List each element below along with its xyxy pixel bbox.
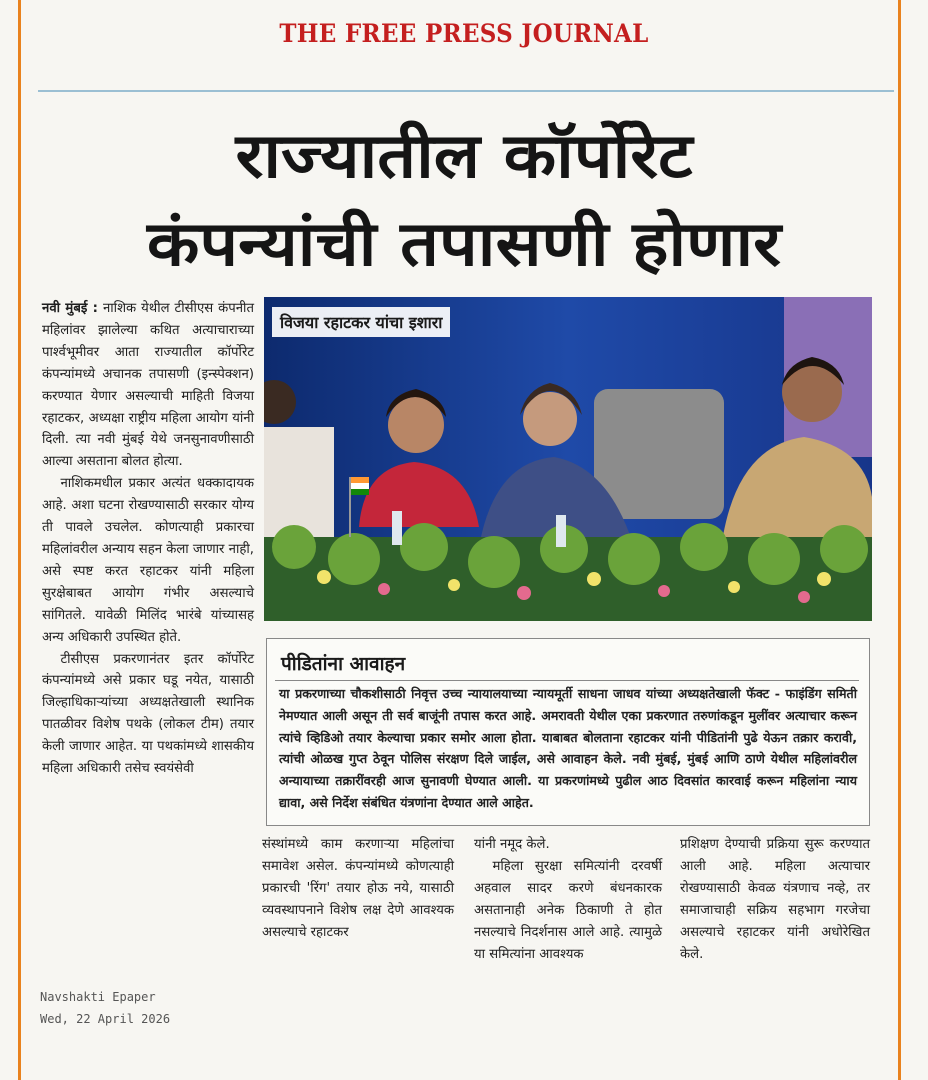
photo-caption: विजया रहाटकर यांचा इशारा [272, 307, 450, 337]
headline [0, 112, 928, 288]
article-column-3 [474, 834, 662, 965]
headline-line-1: राज्यातील कॉर्पोरेट [235, 119, 693, 192]
dateline: नवी मुंबई : [42, 301, 98, 316]
column-3-paragraph-1: यांनी नमूद केले. [474, 837, 550, 852]
appeal-box-body: या प्रकरणाच्या चौकशीसाठी निवृत्त उच्च न्यायालयाच्या न्यायमूर्ती साधना जाधव यांच्या अध्यक्षतेखाली फॅक्ट - फाइंडिंग समिती नेमण्यात आली असून ती सर्व बाजूंनी तपास करत आहे. अमरावती येथील एका प्रकरणात तरुणांकडून मुलींवर अत्याचार करून त्यांचे व्हिडिओ तयार केल्याचा प्रकार समोर आला होता. याबाबत बोलताना रहाटकर यांनी पीडितांनी पुढे येऊन तक्रार करावी, त्यांची ओळख गुप्त ठेवून पोलिस संरक्षण दिले जाईल, असे आवाहन केले. नवी मुंबई, मुंबई आणि ठाणे येथील महिलांवरील अन्यायाच्या तक्रारींवरही आज सुनावणी घेण्यात आली. या प्रकरणांमध्ये पुढील आठ दिवसांत कारवाई करून महिलांना न्याय द्यावा, असे निर्देश संबंधित यंत्रणांना देण्यात आले आहेत. [279, 686, 857, 810]
paragraph-1: नाशिक येथील टीसीएस कंपनीत महिलांवर झालेल्या कथित अत्याचाराच्या पार्श्वभूमीवर आता राज्यातील कॉर्पोरेट कंपन्यांमध्ये अचानक तपासणी (इन्स्पेक्शन) करण्यात येणार असल्याची माहिती विजया रहाटकर, अध्यक्षा राष्ट्रीय महिला आयोग यांनी दिली. त्या नवी मुंबई येथे जनसुनावणीसाठी आल्या असताना बोलत होत्या. [42, 301, 254, 470]
appeal-box [266, 638, 870, 826]
footer-date: Wed, 22 April 2026 [40, 1012, 171, 1026]
headline-line-2: कंपन्यांची तपासणी होणार [146, 207, 782, 280]
column-2-text: संस्थांमध्ये काम करणाऱ्या महिलांचा समावेश असेल. कंपन्यांमध्ये कोणत्याही प्रकारची 'रिंग' तयार होऊ नये, यासाठी व्यवस्थापनाने विशेष लक्ष देणे आवश्यक असल्याचे रहाटकर [262, 837, 454, 940]
footer [40, 986, 170, 1030]
appeal-box-title: पीडितांना आवाहन [275, 647, 859, 681]
column-3-paragraph-2: महिला सुरक्षा समित्यांनी दरवर्षी अहवाल सादर करणे बंधनकारक असतानाही अनेक ठिकाणी ते होत नसल्याचे निदर्शनास आले आहे. त्यामुळे या समित्यांना आवश्यक [474, 858, 662, 962]
article-column-4 [680, 834, 870, 965]
news-photo [264, 297, 872, 621]
paragraph-2: नाशिकमधील प्रकार अत्यंत धक्कादायक आहे. अशा घटना रोखण्यासाठी सरकार योग्य ती पावले उचलेल. कोणत्याही प्रकारचा महिलांवरील अन्याय सहन केला जाणार नाही, असे स्पष्ट करत रहाटकर यांनी महिला सुरक्षेबाबत आयोग गंभीर असल्याचे सांगितले. यावेळी मिलिंद भारंबे यांच्यासह अन्य अधिकारी उपस्थित होते. [42, 476, 254, 645]
masthead: THE FREE PRESS JOURNAL [279, 18, 649, 49]
photo-illustration [264, 297, 872, 621]
paragraph-3: टीसीएस प्रकरणानंतर इतर कॉर्पोरेट कंपन्यांमध्ये असे प्रकार घडू नयेत, यासाठी जिल्हाधिकाऱ्यांच्या अध्यक्षतेखाली स्थानिक पातळीवर विशेष पथके (लोकल टीम) तयार केली जाणार आहेत. या पथकांमध्ये शासकीय महिला अधिकारी तसेच स्वयंसेवी [42, 651, 254, 777]
masthead-rule [38, 90, 894, 92]
article-column-2 [262, 834, 454, 944]
column-4-text: प्रशिक्षण देण्याची प्रक्रिया सुरू करण्यात आली आहे. महिला अत्याचार रोखण्यासाठी केवळ यंत्रणाच नव्हे, तर समाजाचाही सक्रिय सहभाग गरजेचा असल्याचे रहाटकर यांनी अधोरेखित केले. [680, 837, 870, 962]
footer-source: Navshakti Epaper [40, 990, 156, 1004]
article-column-1 [42, 298, 254, 780]
